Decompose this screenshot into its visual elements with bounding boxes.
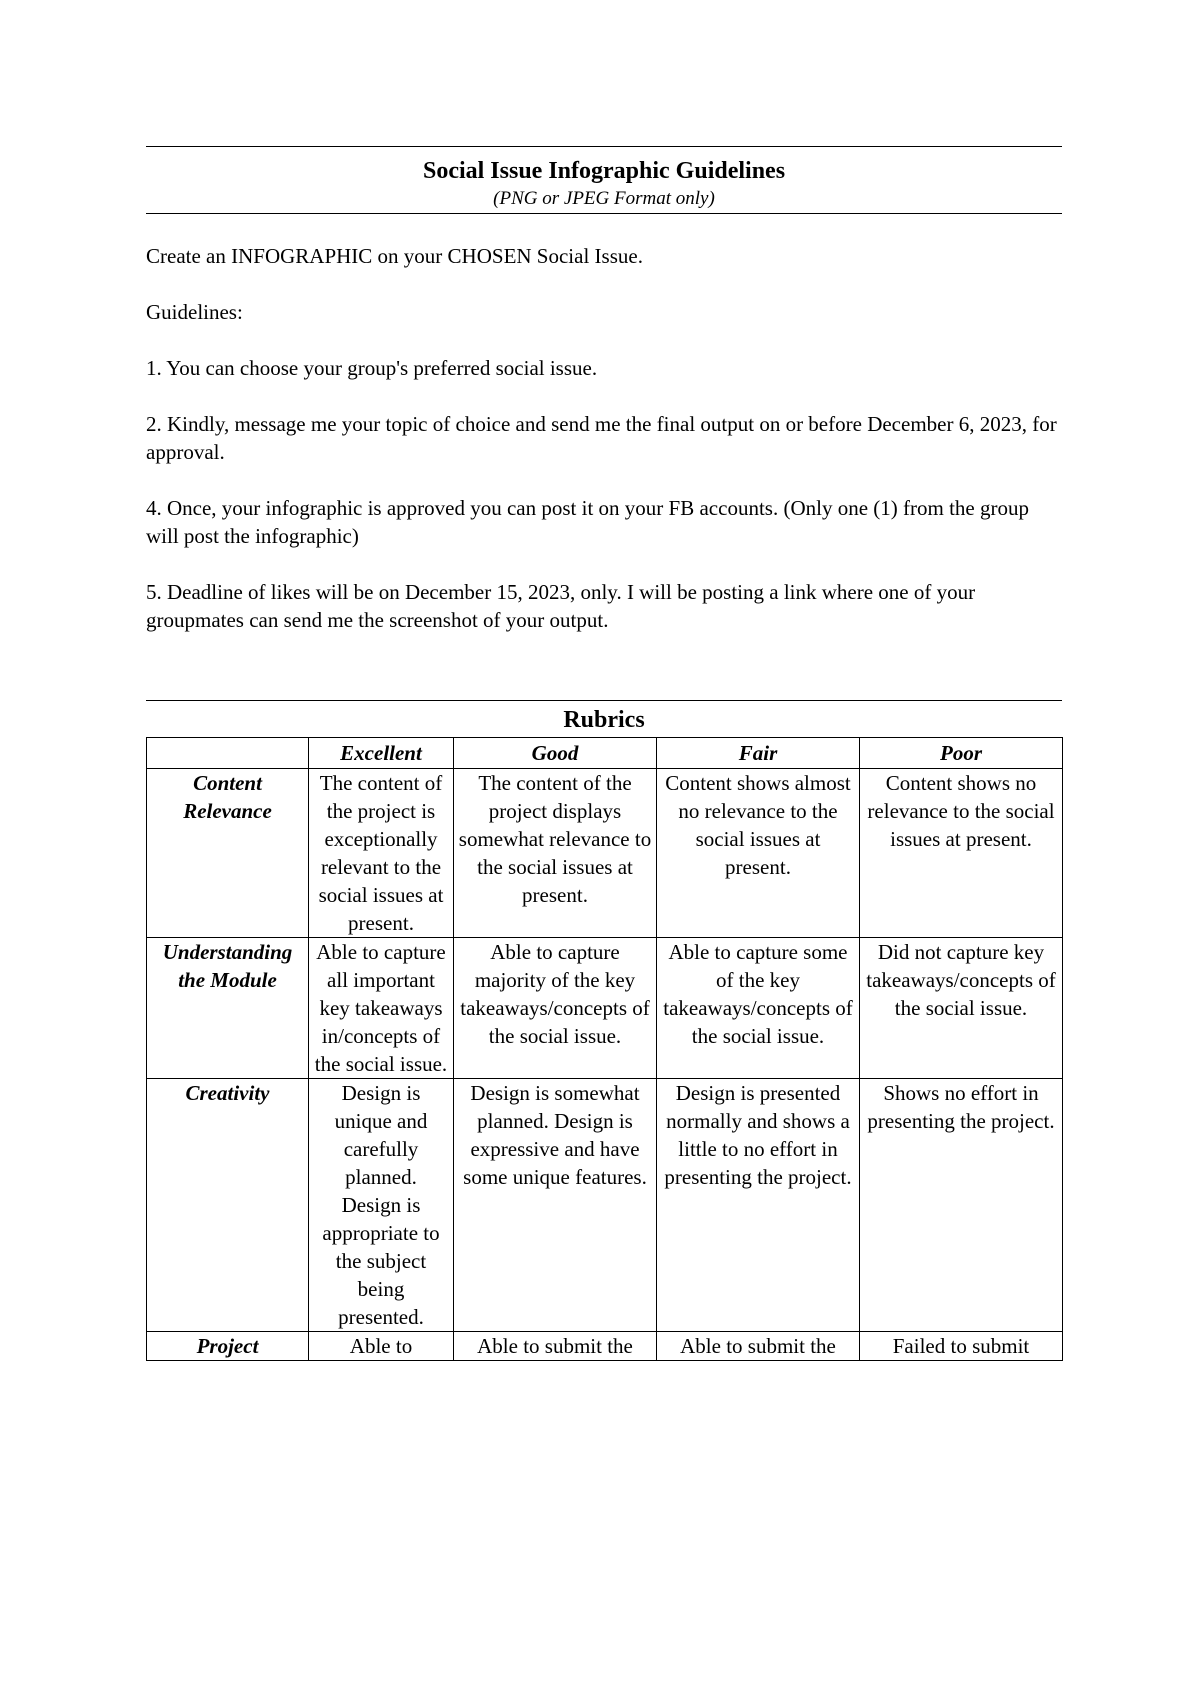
- page-content: [146, 146, 1062, 1361]
- rubrics-top-rule: [146, 700, 1062, 701]
- good-cell: Able to capture majority of the key takeaways/concepts of the social issue.: [454, 938, 657, 1079]
- column-header-fair: Fair: [657, 738, 860, 769]
- table-row: [147, 938, 1063, 1079]
- criterion-cell: Project: [147, 1332, 309, 1361]
- poor-cell: Shows no effort in presenting the project.: [860, 1079, 1063, 1332]
- table-header-row: [147, 738, 1063, 769]
- poor-cell: Content shows no relevance to the social issues at present.: [860, 769, 1063, 938]
- top-rule: [146, 146, 1062, 147]
- table-row: [147, 769, 1063, 938]
- good-cell: The content of the project displays somewhat relevance to the social issues at present.: [454, 769, 657, 938]
- poor-cell: Failed to submit: [860, 1332, 1063, 1361]
- table-row: [147, 1079, 1063, 1332]
- excellent-cell: Able to: [309, 1332, 454, 1361]
- guidelines-label: Guidelines:: [146, 300, 243, 324]
- guideline-item: 4. Once, your infographic is approved you can post it on your FB accounts. (Only one (1) from the group will post the infographic): [146, 496, 1029, 548]
- excellent-cell: Design is unique and carefully planned. Design is appropriate to the subject being presented.: [309, 1079, 454, 1332]
- guideline-item: 2. Kindly, message me your topic of choice and send me the final output on or before December 6, 2023, for approval.: [146, 412, 1057, 464]
- fair-cell: Design is presented normally and shows a little to no effort in presenting the project.: [657, 1079, 860, 1332]
- poor-cell: Did not capture key takeaways/concepts of the social issue.: [860, 938, 1063, 1079]
- guidelines-section: [146, 242, 1062, 634]
- rubrics-title: Rubrics: [563, 707, 645, 733]
- column-header-good: Good: [454, 738, 657, 769]
- fair-cell: Able to capture some of the key takeaways/concepts of the social issue.: [657, 938, 860, 1079]
- column-header-poor: Poor: [860, 738, 1063, 769]
- rubrics-section: [146, 700, 1062, 1361]
- criterion-cell: Creativity: [147, 1079, 309, 1332]
- intro-text: Create an INFOGRAPHIC on your CHOSEN Social Issue.: [146, 244, 643, 268]
- column-header-excellent: Excellent: [309, 738, 454, 769]
- excellent-cell: The content of the project is exceptionally relevant to the social issues at present.: [309, 769, 454, 938]
- guideline-item: 1. You can choose your group's preferred social issue.: [146, 356, 598, 380]
- header-bottom-rule: [146, 213, 1062, 214]
- good-cell: Design is somewhat planned. Design is expressive and have some unique features.: [454, 1079, 657, 1332]
- fair-cell: Able to submit the: [657, 1332, 860, 1361]
- table-row: [147, 1332, 1063, 1361]
- page-title: Social Issue Infographic Guidelines: [422, 158, 786, 184]
- criterion-cell: Understanding the Module: [147, 938, 309, 1079]
- guideline-item: 5. Deadline of likes will be on December 15, 2023, only. I will be posting a link where one of your groupmates can send me the screenshot of your output.: [146, 580, 976, 632]
- fair-cell: Content shows almost no relevance to the social issues at present.: [657, 769, 860, 938]
- good-cell: Able to submit the: [454, 1332, 657, 1361]
- criterion-cell: Content Relevance: [147, 769, 309, 938]
- rubrics-table: [146, 737, 1063, 1361]
- excellent-cell: Able to capture all important key takeaways in/concepts of the social issue.: [309, 938, 454, 1079]
- column-header: [147, 738, 309, 769]
- page-subtitle: (PNG or JPEG Format only): [493, 188, 715, 209]
